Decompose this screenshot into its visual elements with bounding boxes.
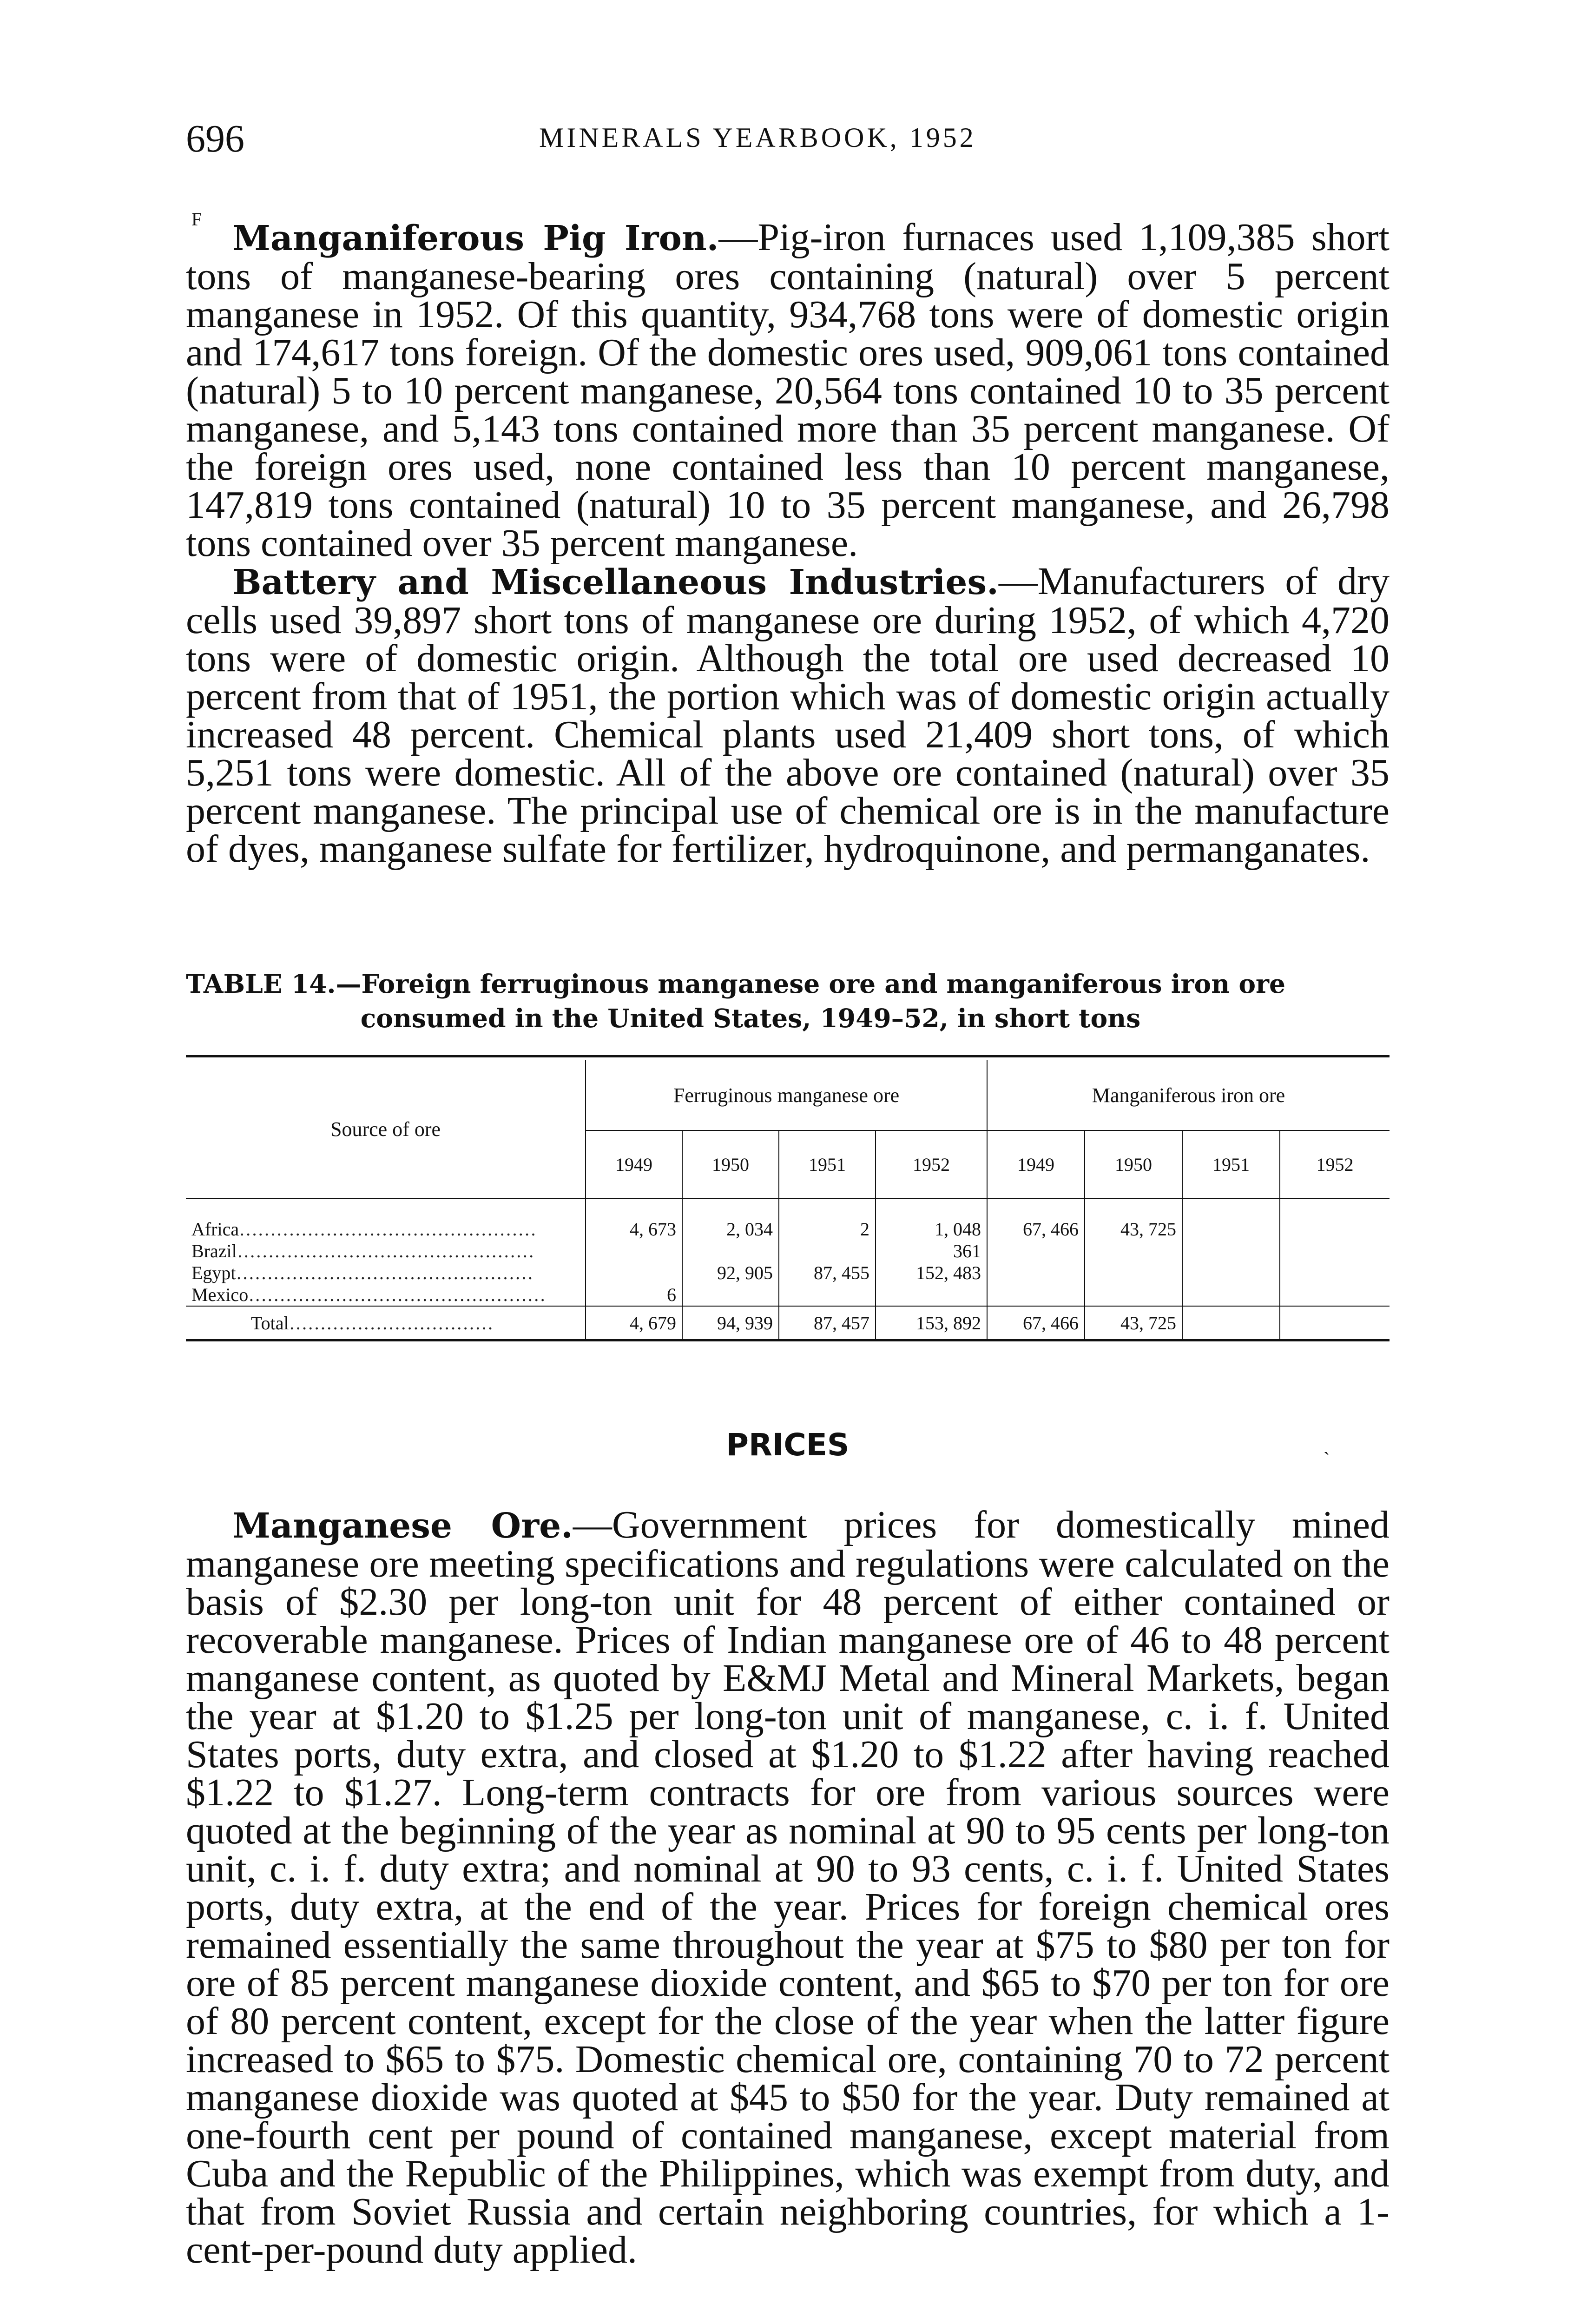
page-number: 696 xyxy=(186,117,244,160)
cell xyxy=(1085,1262,1182,1284)
total-cell: 94, 939 xyxy=(682,1306,779,1340)
table-row: Mexico………………………………………… 6 xyxy=(186,1284,1390,1306)
year-header: 1950 xyxy=(682,1130,779,1199)
table-title-line1: —Foreign ferruginous manganese ore and manganiferous iron ore xyxy=(336,969,1286,999)
cell: 87, 455 xyxy=(779,1262,876,1284)
year-header: 1952 xyxy=(1280,1130,1390,1199)
year-header: 1950 xyxy=(1085,1130,1182,1199)
cell: 1, 048 xyxy=(876,1199,987,1240)
cell: 2, 034 xyxy=(682,1199,779,1240)
cell xyxy=(987,1240,1085,1262)
cell xyxy=(586,1262,682,1284)
running-title: MINERALS YEARBOOK, 1952 xyxy=(539,122,976,153)
row-source: Africa xyxy=(191,1219,239,1240)
column-group-ferruginous: Ferruginous manganese ore xyxy=(586,1060,987,1130)
total-cell xyxy=(1182,1306,1280,1340)
row-source: Brazil xyxy=(191,1241,237,1261)
cell xyxy=(1280,1199,1390,1240)
cell: 67, 466 xyxy=(987,1199,1085,1240)
table-row: Egypt………………………………………… 92, 905 87, 455 152, 483 xyxy=(186,1262,1390,1284)
running-head xyxy=(186,116,1390,167)
total-row: Total…………………………… 4, 679 94, 939 87, 457 153, 892 67, 466 43, 725 xyxy=(186,1306,1390,1340)
cell xyxy=(682,1240,779,1262)
total-cell: 87, 457 xyxy=(779,1306,876,1340)
total-label: Total xyxy=(251,1312,289,1334)
cell: 361 xyxy=(876,1240,987,1262)
cell xyxy=(1085,1284,1182,1306)
prices-heading: PRICES xyxy=(726,1427,850,1463)
cell xyxy=(1182,1262,1280,1284)
cell xyxy=(779,1284,876,1306)
year-header: 1951 xyxy=(1182,1130,1280,1199)
section-heading: Battery and Miscellaneous Industries. xyxy=(232,562,999,602)
total-cell: 153, 892 xyxy=(876,1306,987,1340)
table-14 xyxy=(186,1055,1390,1341)
cell xyxy=(1280,1284,1390,1306)
paragraph xyxy=(186,216,1390,565)
cell xyxy=(1182,1199,1280,1240)
paragraph xyxy=(186,1503,1390,2271)
cell xyxy=(779,1240,876,1262)
year-header: 1949 xyxy=(987,1130,1085,1199)
cell xyxy=(586,1240,682,1262)
year-header: 1951 xyxy=(779,1130,876,1199)
cell: 2 xyxy=(779,1199,876,1240)
year-header: 1949 xyxy=(586,1130,682,1199)
cell xyxy=(1085,1240,1182,1262)
margin-mark: F xyxy=(191,209,202,230)
cell xyxy=(987,1284,1085,1306)
total-cell: 4, 679 xyxy=(586,1306,682,1340)
section-manganiferous-pig-iron xyxy=(186,216,1390,871)
section-prices xyxy=(186,1503,1390,2271)
section-heading: Manganese Ore. xyxy=(232,1506,573,1546)
cell: 6 xyxy=(586,1284,682,1306)
table-caption xyxy=(186,967,1390,1036)
cell xyxy=(876,1284,987,1306)
cell: 4, 673 xyxy=(586,1199,682,1240)
paragraph-text: —Manufacturers of dry cells used 39,897 short tons of manganese ore during 1952, of which 4,720 tons were of domestic origin. Although the total ore used decreased 10 percent from that of 1951, the portion which was of domestic origin actually increased 48 percent. Chemical plants used 21,409 short tons, of which 5,251 tons were domestic. All of the above ore contained (natural) over 35 percent manganese. The principal use of chemical ore is in the manufacture of dyes, manganese sulfate for fertilizer, hydroquinone, and permanganates. xyxy=(186,560,1390,871)
paragraph xyxy=(186,560,1390,871)
cell xyxy=(1182,1284,1280,1306)
cell: 152, 483 xyxy=(876,1262,987,1284)
table-title-line2: consumed in the United States, 1949–52, in short tons xyxy=(360,1003,1141,1033)
table-row: Africa………………………………………… 4, 673 2, 034 2 1, 048 67, 466 43, 725 xyxy=(186,1199,1390,1240)
cell: 92, 905 xyxy=(682,1262,779,1284)
cell xyxy=(1280,1262,1390,1284)
column-group-manganiferous: Manganiferous iron ore xyxy=(987,1060,1390,1130)
year-header: 1952 xyxy=(876,1130,987,1199)
cell: 43, 725 xyxy=(1085,1199,1182,1240)
paragraph-text: —Government prices for domestically mined manganese ore meeting specifications and regulations were calculated on the basis of $2.30 per long-ton unit for 48 percent of either contained or recoverable manganese. Prices of Indian manganese ore of 46 to 48 percent manganese content, as quoted by E&MJ Metal and Mineral Markets, began the year at $1.20 to $1.25 per long-ton unit of manganese, c. i. f. United States ports, duty extra, and closed at $1.20 to $1.22 after having reached $1.22 to $1.27. Long-term contracts for ore from various sources were quoted at the beginning of the year as nominal at 90 to 95 cents per long-ton unit, c. i. f. duty extra; and nominal at 90 to 93 cents, c. i. f. United States ports, duty extra, at the end of the year. Prices for foreign chemical ores remained essentially the same throughout the year at $75 to $80 per ton for ore of 85 percent manganese dioxide content, and $65 to $70 per ton for ore of 80 percent content, except for the close of the year when the latter figure increased to $65 to $75. Domestic chemical ore, containing 70 to 72 percent manganese dioxide was quoted at $45 to $50 for the year. Duty remained at one-fourth cent per pound of contained manganese, except material from Cuba and the Republic of the Philippines, which was exempt from duty, and that from Soviet Russia and certain neighboring countries, for which a 1-cent-per-pound duty applied. xyxy=(186,1503,1390,2271)
row-source: Egypt xyxy=(191,1262,236,1283)
total-cell: 43, 725 xyxy=(1085,1306,1182,1340)
section-heading: Manganiferous Pig Iron. xyxy=(232,218,719,258)
table-label: TABLE 14. xyxy=(186,969,336,999)
column-header-source: Source of ore xyxy=(186,1060,586,1199)
paragraph-text: —Pig-iron furnaces used 1,109,385 short tons of manganese-bearing ores containing (natural) over 5 percent manganese in 1952. Of this quantity, 934,768 tons were of domestic origin and 174,617 tons foreign. Of the domestic ores used, 909,061 tons contained (natural) 5 to 10 percent manganese, 20,564 tons contained 10 to 35 percent manganese, and 5,143 tons contained more than 35 percent manganese. Of the foreign ores used, none contained less than 10 percent manganese, 147,819 tons contained (natural) 10 to 35 percent manganese, and 26,798 tons contained over 35 percent manganese. xyxy=(186,216,1390,565)
cell xyxy=(682,1284,779,1306)
cell xyxy=(987,1262,1085,1284)
total-cell: 67, 466 xyxy=(987,1306,1085,1340)
stray-mark: ` xyxy=(1324,1448,1330,1469)
row-source: Mexico xyxy=(191,1284,249,1305)
cell xyxy=(1182,1240,1280,1262)
table-row: Brazil………………………………………… 361 xyxy=(186,1240,1390,1262)
cell xyxy=(1280,1240,1390,1262)
total-cell xyxy=(1280,1306,1390,1340)
